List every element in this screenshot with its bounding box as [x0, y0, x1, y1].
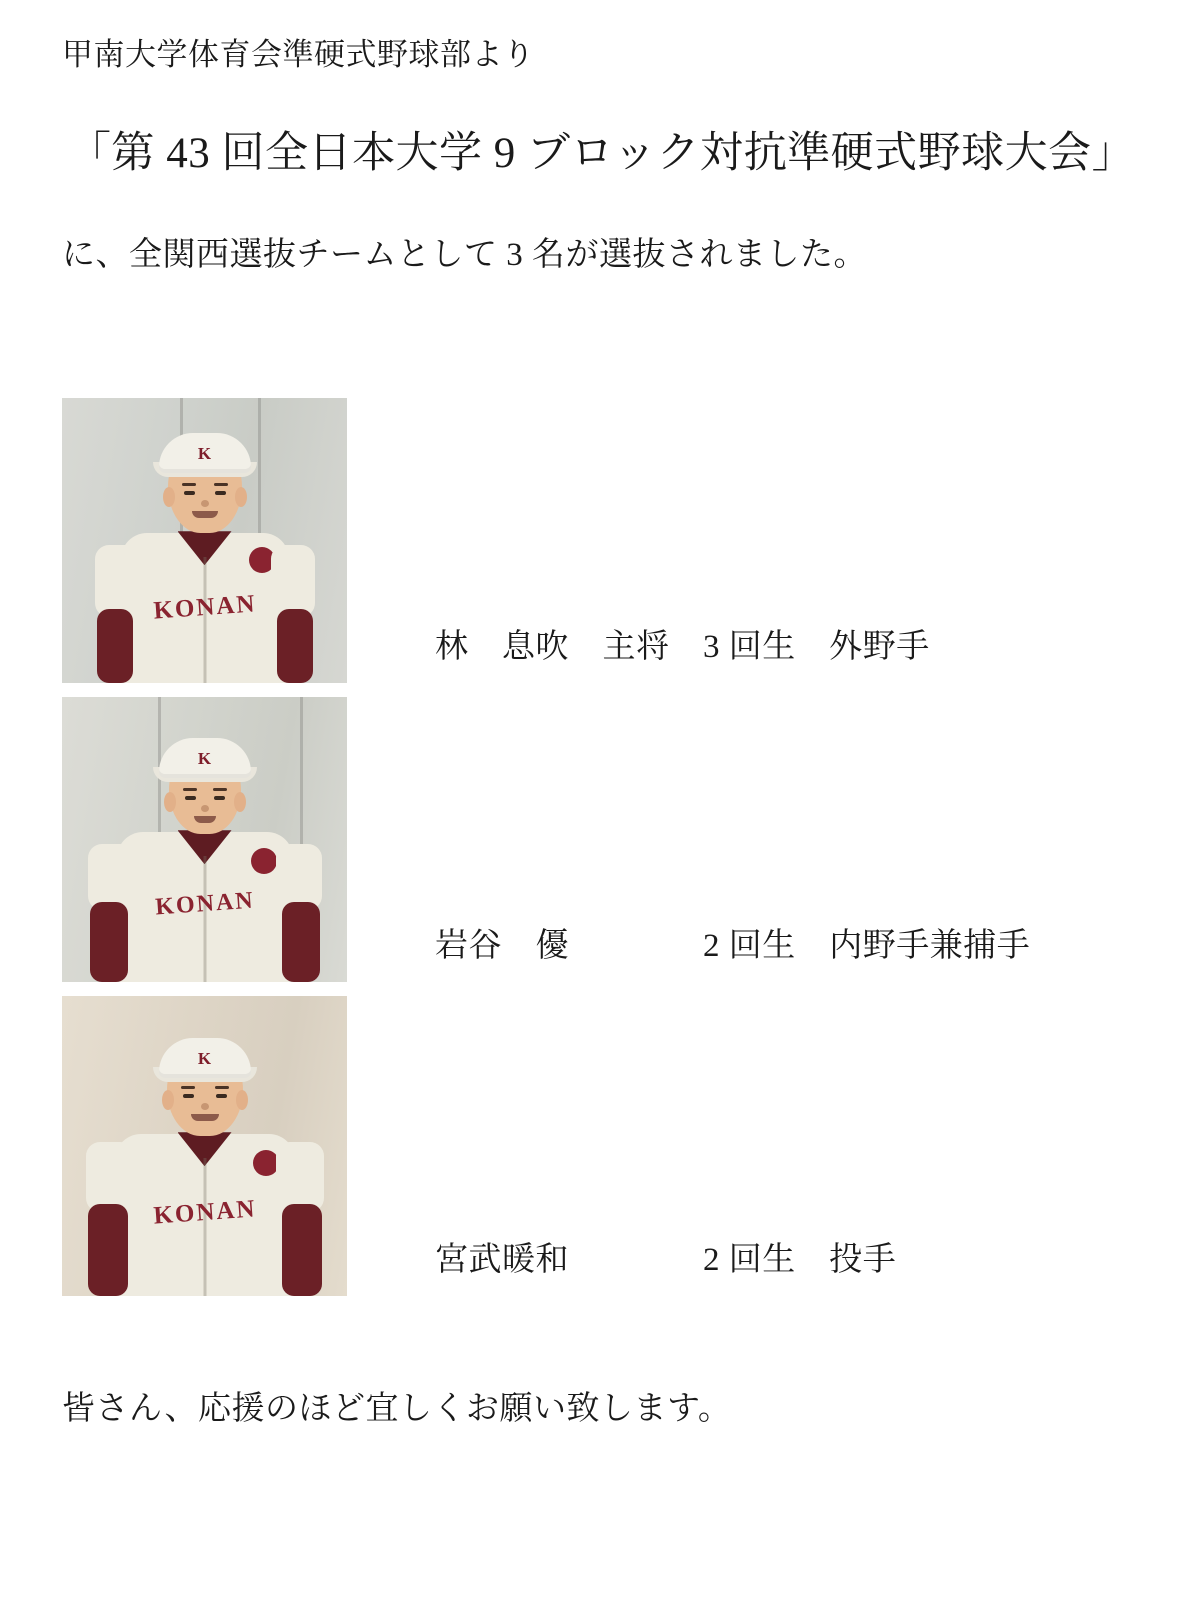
- mouth: [194, 816, 216, 823]
- footer-line: 皆さん、応援のほど宜しくお願い致します。: [62, 1391, 732, 1428]
- player-caption: 宮武暖和 2 回生 投手: [435, 1242, 897, 1279]
- eyebrow-right: [215, 1086, 229, 1089]
- shoulder-patch: [251, 848, 277, 874]
- jersey-sleeve-left: [88, 844, 134, 910]
- jersey-placket: [203, 856, 206, 982]
- baseball-cap: [159, 1038, 251, 1078]
- player-caption: 林 息吹 主将 3 回生 外野手: [435, 629, 930, 666]
- eye-right: [215, 491, 226, 495]
- jersey-sleeve-right: [271, 545, 315, 617]
- player-figure: [80, 1050, 330, 1296]
- intro-line: 甲南大学体育会準硬式野球部より: [62, 37, 535, 72]
- player-caption: 岩谷 優 2 回生 内野手兼捕手: [435, 928, 1031, 965]
- eyebrow-left: [183, 788, 197, 791]
- list-item: [62, 697, 1140, 982]
- player-photo: [62, 398, 347, 683]
- undershirt-right: [282, 1204, 322, 1296]
- eyebrow-left: [182, 483, 196, 486]
- eyebrow-left: [181, 1086, 195, 1089]
- eye-left: [184, 491, 195, 495]
- list-item: [62, 398, 1140, 683]
- undershirt-right: [282, 902, 320, 982]
- subtitle-line: に、全関西選抜チームとして 3 名が選抜されました。: [62, 237, 867, 274]
- jersey-torso: [115, 1134, 295, 1296]
- mouth: [191, 1114, 219, 1121]
- ear-left: [162, 1090, 174, 1110]
- ear-left: [163, 487, 175, 507]
- cap-logo: K: [197, 749, 212, 769]
- eye-right: [214, 796, 225, 800]
- cap-logo: K: [197, 1049, 212, 1069]
- document-title: 「第 43 回全日本大学 9 ブロック対抗準硬式野球大会」: [68, 129, 1136, 177]
- jersey-wordmark: KONAN: [152, 1195, 257, 1230]
- jersey-torso: [121, 533, 289, 683]
- player-photo: [62, 697, 347, 982]
- nose: [201, 500, 209, 507]
- jersey-sleeve-left: [95, 545, 139, 617]
- player-list: [62, 398, 1140, 1296]
- undershirt-left: [88, 1204, 128, 1296]
- jersey-sleeve-left: [86, 1142, 134, 1212]
- baseball-cap: [159, 738, 251, 778]
- player-figure: [85, 444, 325, 683]
- nose: [201, 805, 209, 812]
- ear-right: [235, 487, 247, 507]
- list-item: [62, 996, 1140, 1296]
- jersey-sleeve-right: [276, 844, 322, 910]
- ear-right: [234, 792, 246, 812]
- undershirt-left: [90, 902, 128, 982]
- jersey-wordmark: KONAN: [154, 887, 255, 921]
- nose: [201, 1103, 209, 1110]
- undershirt-right: [277, 609, 313, 683]
- ear-right: [236, 1090, 248, 1110]
- jersey-sleeve-right: [276, 1142, 324, 1212]
- jersey-torso: [117, 832, 293, 982]
- cap-logo: K: [197, 444, 212, 464]
- eyebrow-right: [213, 788, 227, 791]
- eye-left: [185, 796, 196, 800]
- player-figure: [80, 750, 330, 982]
- eye-right: [216, 1094, 227, 1098]
- undershirt-left: [97, 609, 133, 683]
- player-photo: [62, 996, 347, 1296]
- jersey-placket: [203, 1158, 206, 1296]
- mouth: [192, 511, 218, 518]
- baseball-cap: [159, 433, 251, 473]
- eye-left: [183, 1094, 194, 1098]
- ear-left: [164, 792, 176, 812]
- eyebrow-right: [214, 483, 228, 486]
- jersey-wordmark: KONAN: [152, 590, 257, 625]
